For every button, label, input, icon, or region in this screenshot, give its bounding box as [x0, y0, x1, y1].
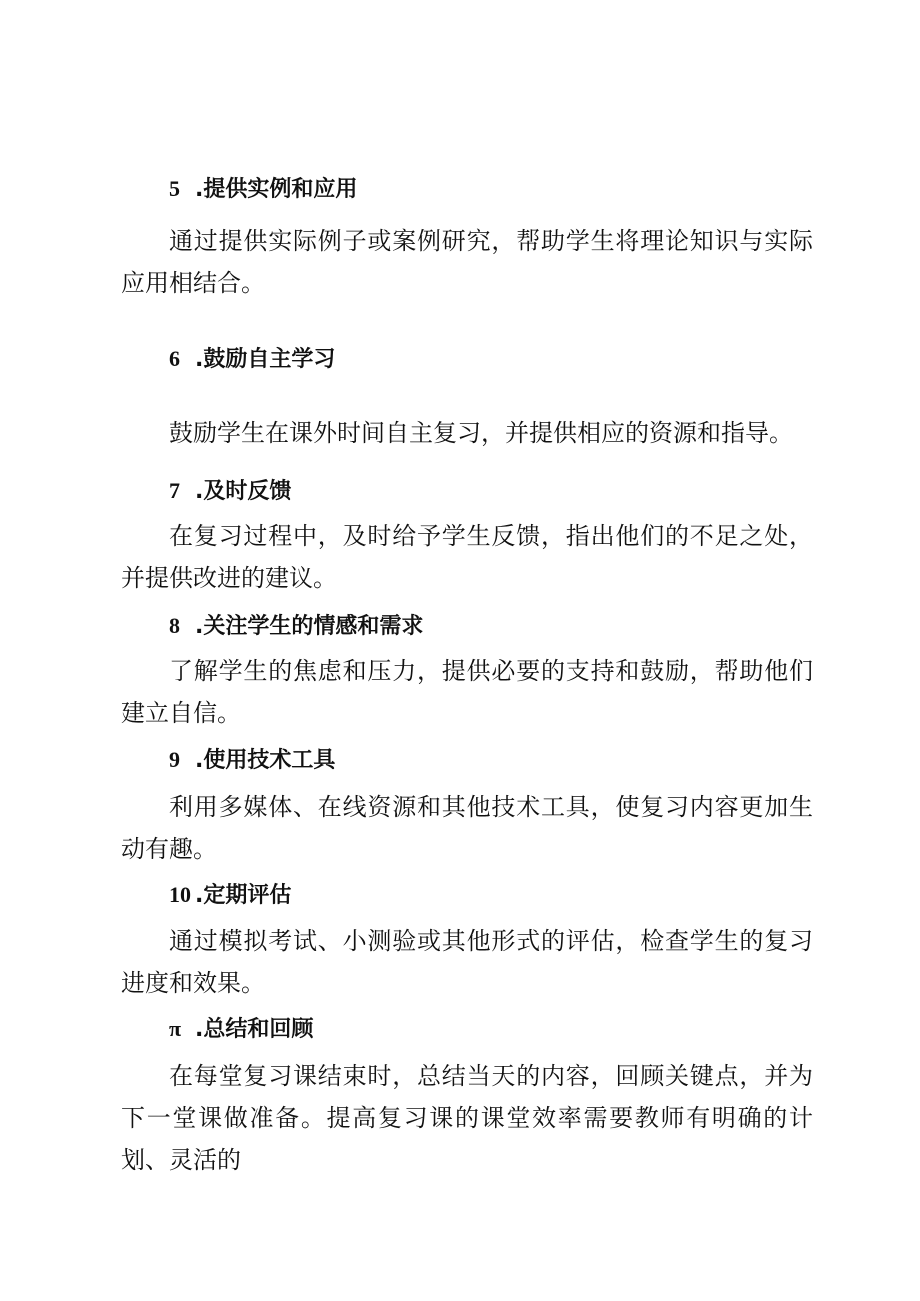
section-heading-10: [169, 880, 291, 911]
section-number: π: [169, 1016, 182, 1041]
section-title: .鼓励自主学习: [195, 347, 336, 372]
section-body-7: 在复习过程中，及时给予学生反馈，指出他们的不足之处，并提供改进的建议。: [121, 522, 813, 592]
section-heading-6: [169, 344, 335, 375]
section-title: .及时反馈: [195, 479, 292, 504]
section-title: .提供实例和应用: [195, 177, 358, 202]
section-heading-8: [169, 611, 423, 642]
section-body-9: 利用多媒体、在线资源和其他技术工具，使复习内容更加生动有趣。: [121, 793, 813, 863]
section-body-10: 通过模拟考试、小测验或其他形式的评估，检查学生的复习进度和效果。: [121, 927, 813, 997]
section-heading-11: [169, 1014, 313, 1045]
section-number: 5: [169, 176, 180, 201]
section-title: .总结和回顾: [195, 1017, 314, 1042]
section-title: .使用技术工具: [195, 748, 336, 773]
section-number: 10: [169, 882, 191, 907]
section-heading-5: [169, 174, 357, 205]
section-number: 8: [169, 613, 180, 638]
section-number: 9: [169, 747, 180, 772]
section-body-8: 了解学生的焦虑和压力，提供必要的支持和鼓励，帮助他们建立自信。: [121, 657, 813, 727]
section-title: .关注学生的情感和需求: [195, 614, 424, 639]
section-heading-9: [169, 745, 335, 776]
section-body-11: 在每堂复习课结束时，总结当天的内容，回顾关键点，并为下一堂课做准备。提高复习课的课堂效率需要教师有明确的计划、灵活的: [121, 1062, 813, 1174]
section-heading-7: [169, 476, 291, 507]
section-body-5: 通过提供实际例子或案例研究，帮助学生将理论知识与实际应用相结合。: [121, 227, 813, 297]
section-title: .定期评估: [195, 883, 292, 908]
section-number: 7: [169, 478, 180, 503]
section-number: 6: [169, 346, 180, 371]
section-body-6: 鼓励学生在课外时间自主复习，并提供相应的资源和指导。: [169, 419, 793, 447]
